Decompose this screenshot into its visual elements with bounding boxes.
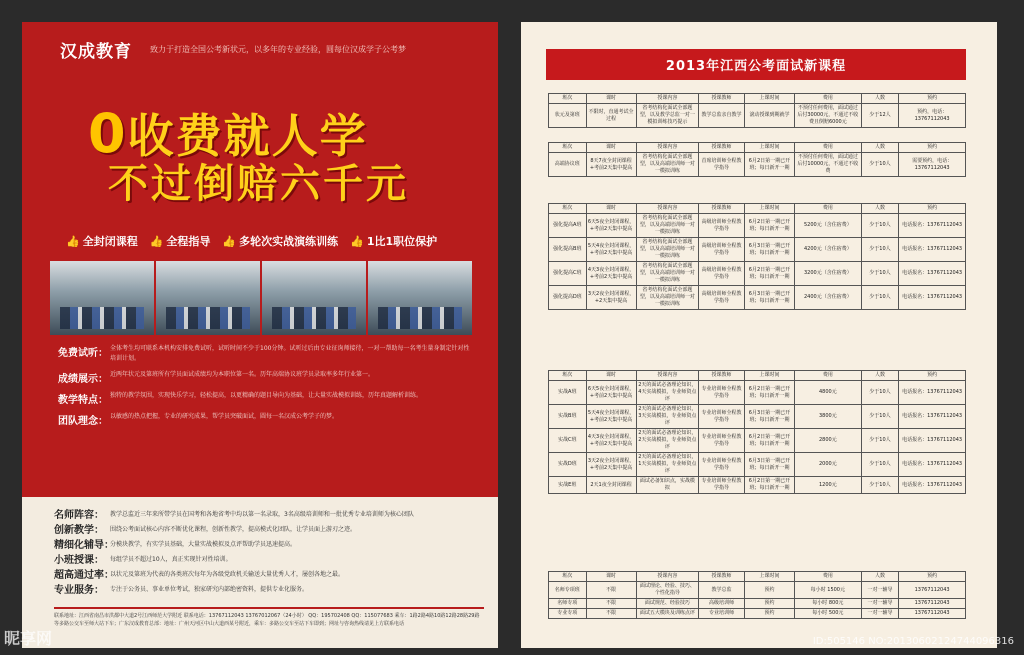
table-cell: 名师专项 xyxy=(549,599,587,609)
headline-1-text: 收费就人学 xyxy=(127,109,368,163)
table-cell: 省考结构化面试全部题型，以及高端培训师一对一模拟训练 xyxy=(636,262,699,286)
table-cell: 教学总监 xyxy=(699,582,745,599)
table-cell: 每小时 800元 xyxy=(794,599,861,609)
table-cell: 专业培训师全程教学指导 xyxy=(699,429,745,453)
table-cell: 省考结构化面试全部题型，以及高端培训师一对一模拟训练 xyxy=(636,238,699,262)
table-cell: 6月2日第一期已开班；每日新开一期 xyxy=(744,262,794,286)
table-cell: 少于10人 xyxy=(861,238,899,262)
table-cell: 面试五大模块及训练点评 xyxy=(636,609,699,619)
feature-item: 👍 1比1职位保护 xyxy=(350,235,438,248)
table-cell: 1200元 xyxy=(794,477,861,494)
classroom-photo-strip xyxy=(50,261,472,335)
table-cell: 省考结构化面试全部题型，以及教学总监一对一模拟训练技巧提示 xyxy=(636,104,699,128)
table-cell: 4800元 xyxy=(794,381,861,405)
column-header: 上课时间 xyxy=(744,204,794,214)
table-cell: 4200元（含住宿费） xyxy=(794,238,861,262)
left-flyer xyxy=(22,22,498,648)
advantages-list xyxy=(54,506,484,596)
column-header: 预约 xyxy=(899,204,966,214)
classroom-photo xyxy=(156,261,260,335)
column-header: 班次 xyxy=(549,204,587,214)
table-cell: 预约 xyxy=(744,599,794,609)
table-row xyxy=(549,599,966,609)
table-row xyxy=(549,429,966,453)
column-header: 班次 xyxy=(549,572,587,582)
column-header: 授课教师 xyxy=(699,572,745,582)
table-cell: 状元及第班 xyxy=(549,104,587,128)
brand-slogan: 致力于打造全国公考新状元，以多年的专业经验，圆每位汉成学子公考梦 xyxy=(150,45,406,54)
table-cell: 2天的面试必备理论知识，4天实战模拟，专业师资点评 xyxy=(636,381,699,405)
info-row: 成绩展示： 近两年状元及第班所有学员面试成绩均为本职位第一名。历年高端协议班学员录取率多年行业第一。 xyxy=(58,371,375,385)
course-table-1 xyxy=(548,93,966,128)
course-table-2 xyxy=(548,142,966,177)
table-cell: 少于12人 xyxy=(861,104,899,128)
table-cell: 3200元（含住宿费） xyxy=(794,262,861,286)
feature-item: 👍 全程指导 xyxy=(149,235,211,248)
table-cell: 6月2日第一期已开班；每日新开一期 xyxy=(744,381,794,405)
table-cell: 电话报名：13767112043 xyxy=(899,286,966,310)
column-header: 班次 xyxy=(549,371,587,381)
table-cell: 省考结构化面试全部题型，以及高端培训师一对一模拟训练 xyxy=(636,214,699,238)
column-header: 人数 xyxy=(861,94,899,104)
info-row: 教学特点： 独特的教学氛围，实现快乐学习，轻松提高，以更精确的题目导向为基础，让大量实战模拟训练，历年真题解析训练。 xyxy=(58,392,423,406)
advantage-row: 名师阵容： 教学总监近三年来所带学员在国考和各地省考中均以第一名录取，3名高级培训师和一批优秀专业培训师为核心团队 xyxy=(54,510,414,521)
column-header: 预约 xyxy=(899,572,966,582)
table-cell: 预约 xyxy=(744,582,794,599)
table-cell: 6月3日第一期已开班；每日新开一期 xyxy=(744,286,794,310)
table-cell: 高级培训师全程教学指导 xyxy=(699,238,745,262)
course-table-5 xyxy=(548,571,966,619)
column-header: 课时 xyxy=(586,371,636,381)
advantages-section xyxy=(22,497,498,648)
headline-zero: 0 xyxy=(88,102,128,165)
thumbs-up-icon: 👍 xyxy=(66,235,80,248)
thumbs-up-icon: 👍 xyxy=(222,235,237,248)
table-cell: 少于10人 xyxy=(861,453,899,477)
table-row xyxy=(549,582,966,599)
table-cell: 少于10人 xyxy=(861,262,899,286)
table-cell: 名师专项班 xyxy=(549,582,587,599)
column-header: 人数 xyxy=(861,143,899,153)
table-row xyxy=(549,214,966,238)
table-cell: 实战C班 xyxy=(549,429,587,453)
column-header: 费用 xyxy=(794,371,861,381)
table-cell: 13767112043 xyxy=(899,609,966,619)
table-cell: 2000元 xyxy=(794,453,861,477)
table-cell: 每小时 500元 xyxy=(794,609,861,619)
table-cell: 高端协议班 xyxy=(549,153,587,177)
table-header-row xyxy=(549,143,966,153)
table-cell: 一对一辅导 xyxy=(861,582,899,599)
table-cell: 首席培训师全程教学指导 xyxy=(699,153,745,177)
table-cell: 省考结构化面试全部题型，以及高端培训师一对一模拟训练 xyxy=(636,286,699,310)
info-row: 团队理念： 以敏感的热点把握，专业的研究成果，帮学员突破面试，圆每一名汉成公考学子的梦。 xyxy=(58,413,339,427)
column-header: 授课内容 xyxy=(636,94,699,104)
table-cell: 6月2日第一期已开班；每日新开一期 xyxy=(744,214,794,238)
table-cell: 5天4夜全封闭课程，+考前2天集中提高 xyxy=(586,238,636,262)
column-header: 课时 xyxy=(586,143,636,153)
classroom-photo xyxy=(368,261,472,335)
table-cell: 电话报名：13767112043 xyxy=(899,262,966,286)
info-row: 免费试听： 全体考生均可联系本机构安排免费试听，试听时间不少于100分钟。试听过后由专业征询师接待，一对一帮助每一名考生量身制定针对性培训计划。 xyxy=(58,345,470,362)
table-cell: 实战B班 xyxy=(549,405,587,429)
table-cell: 面试理论、经验、技巧、个性化指导 xyxy=(636,582,699,599)
table-row xyxy=(549,381,966,405)
table-cell: 3天2夜全封闭课程，+考前2天集中提高 xyxy=(586,453,636,477)
table-cell: 高级培训师 xyxy=(699,599,745,609)
table-cell: 专业培训师全程教学指导 xyxy=(699,405,745,429)
table-cell: 实战A班 xyxy=(549,381,587,405)
table-cell: 6天5夜全封闭课程，+考前2天集中提高 xyxy=(586,214,636,238)
table-cell: 5天4夜全封闭课程，+考前2天集中提高 xyxy=(586,405,636,429)
advantage-row: 小班授课： 每组学员不超过10人，真正实现针对性培训。 xyxy=(54,555,232,566)
table-row xyxy=(549,453,966,477)
table-cell: 少于10人 xyxy=(861,153,899,177)
table-cell: 一对一辅导 xyxy=(861,599,899,609)
table-cell: 高级培训师全程教学指导 xyxy=(699,286,745,310)
table-cell: 电话报名：13767112043 xyxy=(899,477,966,494)
table-cell: 少于10人 xyxy=(861,286,899,310)
table-header-row xyxy=(549,371,966,381)
table-cell: 强化提高C班 xyxy=(549,262,587,286)
column-header: 上课时间 xyxy=(744,143,794,153)
table-cell: 6月2日第一期已开班；每日新开一期 xyxy=(744,429,794,453)
table-cell: 实战D班 xyxy=(549,453,587,477)
column-header: 人数 xyxy=(861,371,899,381)
table-cell: 6月3日第一期已开班；每日新开一期 xyxy=(744,453,794,477)
table-cell: 专业培训师全程教学指导 xyxy=(699,453,745,477)
table-cell: 电话报名：13767112043 xyxy=(899,214,966,238)
table-cell: 实战E班 xyxy=(549,477,587,494)
feature-item: 👍 多轮次实战演练训练 xyxy=(222,235,339,248)
column-header: 人数 xyxy=(861,204,899,214)
table-cell: 少于10人 xyxy=(861,405,899,429)
table-cell: 6月3日第一期已开班；每日新开一期 xyxy=(744,405,794,429)
column-header: 授课内容 xyxy=(636,371,699,381)
table-header-row xyxy=(549,94,966,104)
table-row xyxy=(549,609,966,619)
table-cell: 5200元（含住宿费） xyxy=(794,214,861,238)
table-cell: 强化提高A班 xyxy=(549,214,587,238)
table-cell: 13767112043 xyxy=(899,582,966,599)
table-cell: 面试必备知识点，实战模拟 xyxy=(636,477,699,494)
table-cell: 不预付任何费用，面试通过后付10000元，不通过不收费 xyxy=(794,153,861,177)
watermark-logo: 昵享网 xyxy=(4,629,53,648)
table-row xyxy=(549,238,966,262)
table-row xyxy=(549,405,966,429)
brand-name: 汉成教育 xyxy=(60,42,132,62)
table-cell: 电话报名：13767112043 xyxy=(899,405,966,429)
contact-info: 联系地址：江西省南昌市洪都中大道2号江西师范大学附近 联系电话：13767112043 13767012067（24小时） QQ：195702408 QQ：115077683 乘车：1路2路4路10路12路28路29路等多路公交车至师大站下车；广东汉成教育总部：地址：广州天河区中山大道西某号附近，乘车：多路公交车至站下车即到；网址与咨询热线请见上方联系电话 xyxy=(54,613,480,627)
column-header: 费用 xyxy=(794,572,861,582)
table-cell: 3天2夜全封闭课程，+2天集中提高 xyxy=(586,286,636,310)
table-cell: 2400元（含住宿费） xyxy=(794,286,861,310)
table-cell: 预约 xyxy=(744,609,794,619)
table-cell: 不预付任何费用，面试通过后付30000元，不通过不收费且倒赔6000元 xyxy=(794,104,861,128)
table-cell: 专业培训师全程教学指导 xyxy=(699,381,745,405)
table-cell: 2天的面试必备理论知识，3天实战模拟，专业师资点评 xyxy=(636,405,699,429)
table-cell: 滚动授课到期就学 xyxy=(744,104,794,128)
column-header: 授课教师 xyxy=(699,204,745,214)
advantage-row: 精细化辅导： 分模块教学，有实学员基础，大量实战模拟及点评帮助学员迅速提高。 xyxy=(54,540,297,551)
table-cell: 13767112043 xyxy=(899,599,966,609)
table-header-row xyxy=(549,572,966,582)
right-flyer xyxy=(521,22,997,648)
table-cell: 强化提高D班 xyxy=(549,286,587,310)
column-header: 课时 xyxy=(586,572,636,582)
thumbs-up-icon: 👍 xyxy=(350,235,364,248)
table-cell: 8天7夜全封闭课程+考前2天集中提高 xyxy=(586,153,636,177)
column-header: 授课内容 xyxy=(636,143,699,153)
column-header: 授课教师 xyxy=(699,371,745,381)
table-cell: 高级培训师全程教学指导 xyxy=(699,214,745,238)
column-header: 预约 xyxy=(899,371,966,381)
course-title: 2013年江西公考面试新课程 xyxy=(546,49,966,80)
column-header: 授课内容 xyxy=(636,572,699,582)
table-cell: 省考结构化面试全部题型，以及高端培训师一对一模拟训练 xyxy=(636,153,699,177)
table-cell: 不限 xyxy=(586,609,636,619)
table-cell: 3800元 xyxy=(794,405,861,429)
table-cell: 电话报名：13767112043 xyxy=(899,238,966,262)
table-cell: 2天的面试必备理论知识，2天实战模拟，专业师资点评 xyxy=(636,429,699,453)
divider xyxy=(54,607,484,609)
column-header: 上课时间 xyxy=(744,572,794,582)
table-cell: 少于10人 xyxy=(861,477,899,494)
table-cell: 面试规范、经验技巧 xyxy=(636,599,699,609)
table-row xyxy=(549,153,966,177)
column-header: 费用 xyxy=(794,204,861,214)
table-cell: 少于10人 xyxy=(861,381,899,405)
table-cell: 电话报名：13767112043 xyxy=(899,381,966,405)
table-cell: 6月2日第一期已开班；每日新开一期 xyxy=(744,153,794,177)
table-cell: 不限 xyxy=(586,582,636,599)
advantage-row: 专业服务： 专注于公务员、事业单位考试，独家研究内部绝密资料，提供专业化服务。 xyxy=(54,585,309,596)
flyer-header xyxy=(22,22,498,77)
table-cell: 不限时，直通考试全过程 xyxy=(586,104,636,128)
table-cell: 不限 xyxy=(586,599,636,609)
column-header: 预约 xyxy=(899,143,966,153)
column-header: 课时 xyxy=(586,204,636,214)
table-cell: 一对一辅导 xyxy=(861,609,899,619)
table-header-row xyxy=(549,204,966,214)
column-header: 授课教师 xyxy=(699,143,745,153)
classroom-photo xyxy=(262,261,366,335)
table-cell: 少于10人 xyxy=(861,214,899,238)
info-section xyxy=(58,344,470,433)
column-header: 班次 xyxy=(549,143,587,153)
feature-item: 👍 全封闭课程 xyxy=(66,235,138,248)
table-cell: 2天1夜全封闭课程 xyxy=(586,477,636,494)
table-cell: 电话报名：13767112043 xyxy=(899,453,966,477)
table-cell: 少于10人 xyxy=(861,429,899,453)
table-cell: 专业培训师全程教学指导 xyxy=(699,477,745,494)
column-header: 费用 xyxy=(794,143,861,153)
column-header: 上课时间 xyxy=(744,371,794,381)
table-cell: 电话报名：13767112043 xyxy=(899,429,966,453)
thumbs-up-icon: 👍 xyxy=(149,235,164,248)
course-table-3 xyxy=(548,203,966,310)
table-cell: 高级培训师全程教学指导 xyxy=(699,262,745,286)
table-row xyxy=(549,477,966,494)
table-cell: 2800元 xyxy=(794,429,861,453)
watermark-id: ID:505146 NO:20130602124744096316 xyxy=(812,636,1014,647)
table-cell: 每小时 1500元 xyxy=(794,582,861,599)
table-cell: 6天5夜全封闭课程，+考前2天集中提高 xyxy=(586,381,636,405)
column-header: 课时 xyxy=(586,94,636,104)
table-cell: 专业专项 xyxy=(549,609,587,619)
column-header: 人数 xyxy=(861,572,899,582)
advantage-row: 创新教学： 围绕公考面试核心内容不断优化课程，创新性教学，提高模式化团队，让学员面上游刃之迹。 xyxy=(54,525,357,536)
advantage-row: 超高通过率： 以状元及第班为代表的各类班次每年为各级党政机关输送大量优秀人才，屡创各地之最。 xyxy=(54,570,345,581)
table-cell: 2天的面试必备理论知识，1天实战模拟，专业师资点评 xyxy=(636,453,699,477)
table-cell: 专业培训师 xyxy=(699,609,745,619)
headline-line-2: 不过倒赔六千元 xyxy=(108,161,409,207)
table-row xyxy=(549,104,966,128)
table-row xyxy=(549,286,966,310)
table-cell: 4天3夜全封闭课程，+考前2天集中提高 xyxy=(586,262,636,286)
column-header: 预约 xyxy=(899,94,966,104)
table-cell: 需要预约，电话：13767112043 xyxy=(899,153,966,177)
table-cell: 强化提高B班 xyxy=(549,238,587,262)
table-row xyxy=(549,262,966,286)
column-header: 授课内容 xyxy=(636,204,699,214)
table-cell: 4天3夜全封闭课程，+考前2天集中提高 xyxy=(586,429,636,453)
column-header: 费用 xyxy=(794,94,861,104)
table-cell: 预约，电话：13767112043 xyxy=(899,104,966,128)
table-cell: 6月2日第一期已开班；每日新开一期 xyxy=(744,477,794,494)
column-header: 授课教师 xyxy=(699,94,745,104)
column-header: 班次 xyxy=(549,94,587,104)
column-header: 上课时间 xyxy=(744,94,794,104)
table-cell: 6月3日第一期已开班；每日新开一期 xyxy=(744,238,794,262)
feature-list xyxy=(66,233,437,249)
table-cell: 教学总监亲自教学 xyxy=(699,104,745,128)
classroom-photo xyxy=(50,261,154,335)
course-table-4 xyxy=(548,370,966,494)
